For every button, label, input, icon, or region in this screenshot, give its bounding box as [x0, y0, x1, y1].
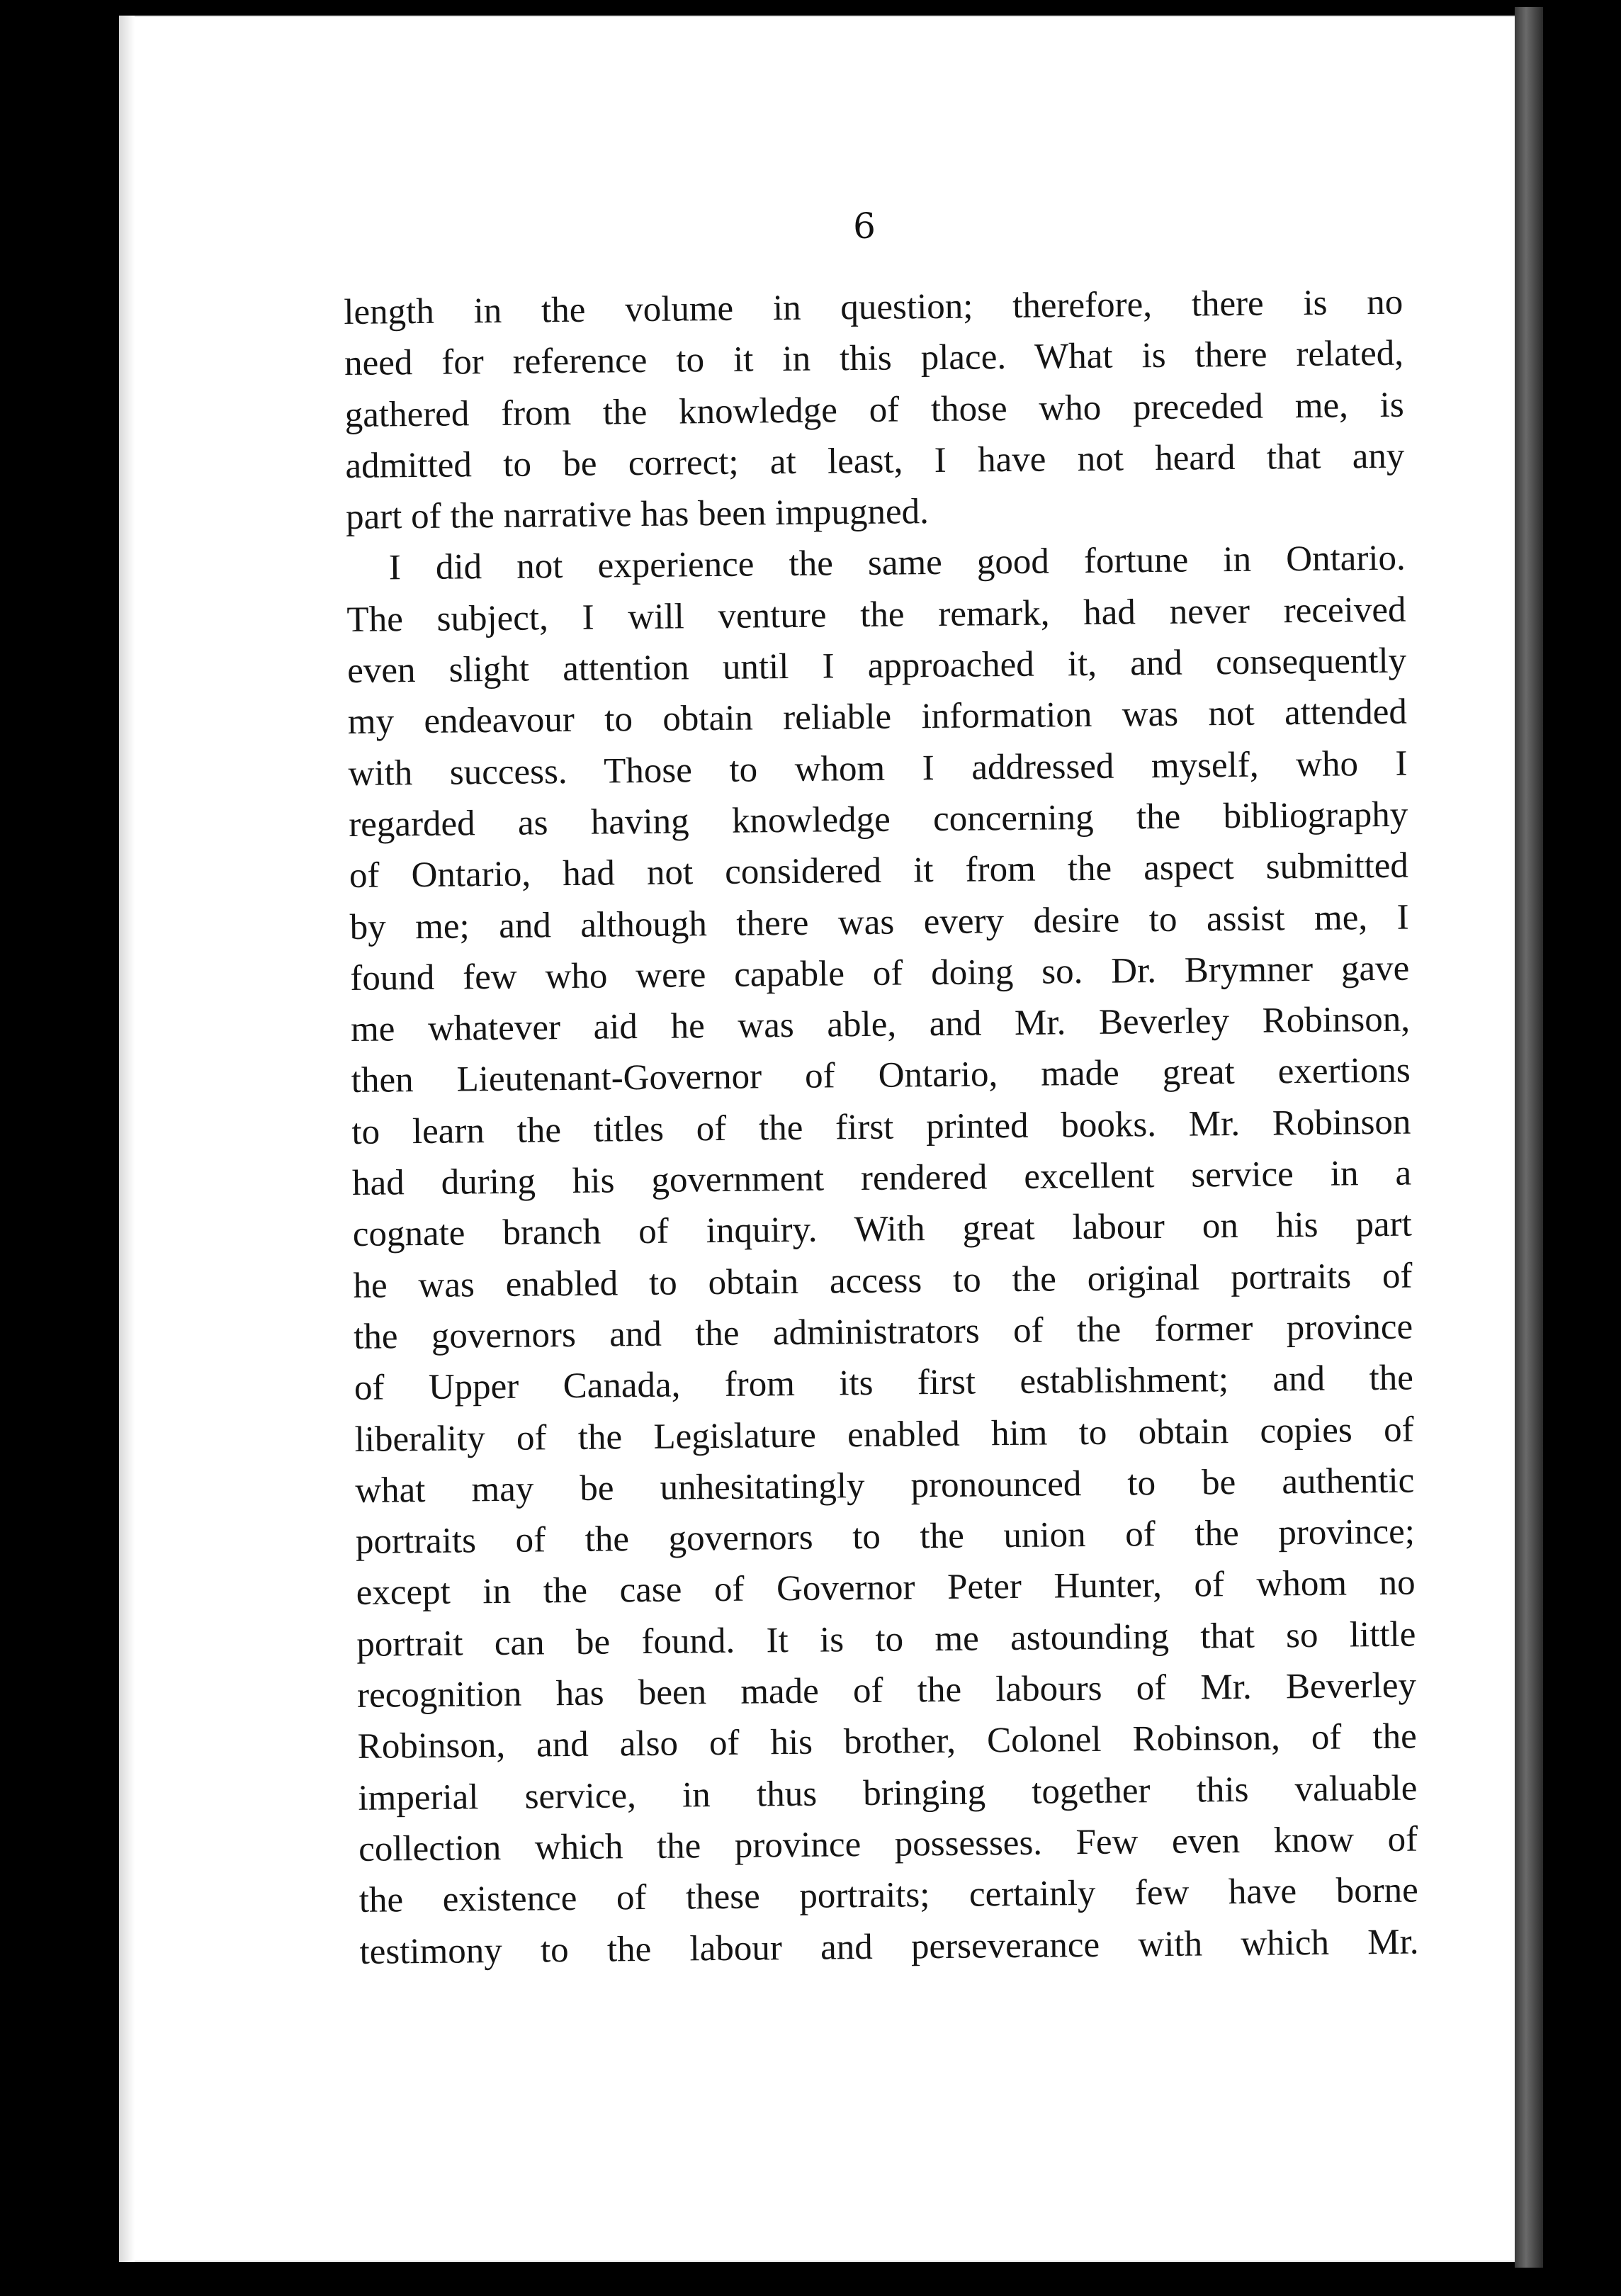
text-line: had during his government rendered excellent service in a	[351, 1153, 1412, 1203]
body-text	[344, 277, 1419, 1978]
text-line: my endeavour to obtain reliable information was not attended	[347, 692, 1408, 743]
text-line: portraits of the governors to the union of the province;	[355, 1512, 1416, 1563]
text-line: imperial service, in thus bringing together this valuable	[358, 1768, 1418, 1818]
text-line: me whatever aid he was able, and Mr. Beverley Robinson,	[350, 999, 1411, 1050]
text-line: cognate branch of inquiry. With great labour on his part	[352, 1204, 1413, 1255]
text-line: collection which the province possesses. Few even know of	[358, 1819, 1418, 1869]
text-line: need for reference to it in this place. What is there related,	[344, 333, 1404, 384]
text-line: with success. Those to whom I addressed myself, who I	[348, 743, 1408, 794]
text-line: even slight attention until I approached it, and consequently	[346, 641, 1407, 692]
text-line: testimony to the labour and perseverance with which Mr.	[359, 1922, 1419, 1972]
text-line: Robinson, and also of his brother, Colonel Robinson, of the	[357, 1716, 1417, 1767]
text-line: liberality of the Legislature enabled him to obtain copies of	[354, 1409, 1414, 1460]
text-line: the governors and the administrators of the former province	[353, 1307, 1413, 1357]
page-number: 6	[853, 206, 876, 247]
text-line: found few who were capable of doing so. Dr. Brymner gave	[350, 948, 1410, 998]
text-line: I did not experience the same good fortune in Ontario.	[388, 539, 1406, 588]
text-line: then Lieutenant-Governor of Ontario, made great exertions	[351, 1051, 1411, 1101]
text-line: of Upper Canada, from its first establishment; and the	[354, 1358, 1414, 1409]
text-line: to learn the titles of the first printed books. Mr. Robinson	[351, 1102, 1411, 1152]
text-line: of Ontario, had not considered it from the aspect submitted	[349, 845, 1409, 896]
text-line: length in the volume in question; therefore, there is no	[344, 282, 1403, 332]
text-line: except in the case of Governor Peter Hunter, of whom no	[356, 1563, 1416, 1614]
text-line: the existence of these portraits; certainly few have borne	[358, 1870, 1419, 1921]
text-line: gathered from the knowledge of those who preceded me, is	[344, 385, 1404, 435]
text-line: The subject, I will venture the remark, had never received	[346, 590, 1406, 640]
text-line: regarded as having knowledge concerning the bibliography	[349, 794, 1408, 845]
text-line: recognition has been made of the labours of Mr. Beverley	[356, 1665, 1417, 1716]
text-line: admitted to be correct; at least, I have not heard that any	[345, 436, 1405, 486]
text-line: portrait can be found. It is to me astounding that so little	[356, 1614, 1416, 1665]
text-line: by me; and although there was every desire to assist me, I	[349, 897, 1409, 947]
page-edge-shadow	[1515, 7, 1543, 2268]
text-line: he was enabled to obtain access to the original portraits of	[353, 1256, 1413, 1306]
text-line: part of the narrative has been impugned.	[345, 492, 930, 538]
page-gutter-shadow	[119, 16, 135, 2262]
text-line: what may be unhesitatingly pronounced to be authentic	[355, 1461, 1415, 1511]
